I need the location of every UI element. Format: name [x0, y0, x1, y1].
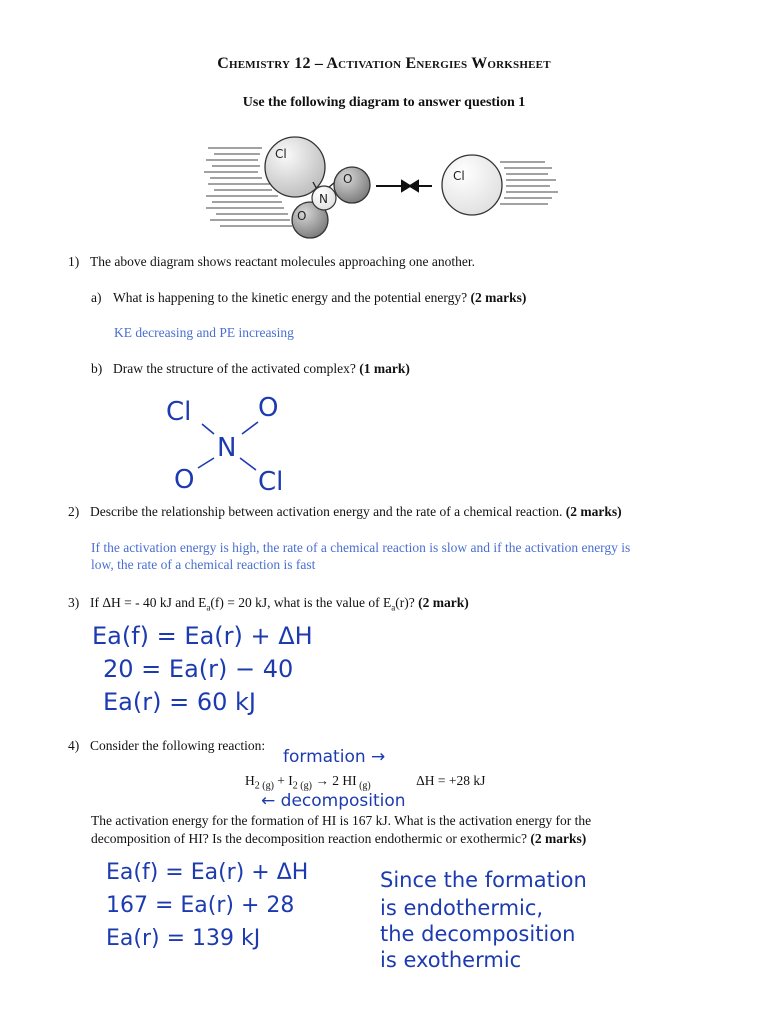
answer-2-line-2: low, the rate of a chemical reaction is fast [91, 557, 316, 572]
n-label: N [319, 192, 328, 206]
eq-h: H [245, 773, 255, 788]
marks-label: (2 marks) [470, 290, 527, 305]
question-4-para-line-2 [91, 830, 586, 848]
question-2 [68, 503, 622, 521]
q4-conclusion-line-4: is exothermic [380, 948, 522, 972]
subscript-a: a [391, 602, 396, 613]
answer-1a: KE decreasing and PE increasing [114, 325, 294, 340]
marks-label: (2 marks) [530, 831, 587, 846]
question-1 [68, 253, 475, 271]
question-text-prefix: If ΔH = - 40 kJ and E [90, 595, 207, 610]
part-text: Draw the structure of the activated complex? [113, 361, 356, 376]
question-text: Describe the relationship between activation energy and the rate of a chemical reaction. [90, 504, 563, 519]
eq-delta-h: ΔH = +28 kJ [416, 773, 486, 788]
q3-work-line-1: Ea(f) = Ea(r) + ΔH [92, 622, 313, 650]
question-1a [91, 289, 526, 307]
question-number: 3) [68, 595, 80, 610]
worksheet-title: Chemistry 12 – Activation Energies Worksheet [217, 55, 551, 72]
marks-label: (2 marks) [565, 504, 622, 519]
sketch-o-top: O [258, 393, 279, 423]
question-text-mid: (f) = 20 kJ, what is the value of E [210, 595, 392, 610]
molecule-collision-diagram [200, 130, 570, 245]
eq-hi-sub: (g) [356, 780, 371, 792]
question-3 [68, 594, 469, 617]
cl-atom-right [442, 155, 502, 215]
approach-arrows [376, 181, 432, 191]
o-bottom-label: O [297, 209, 307, 223]
q4-conclusion-line-2: is endothermic, [380, 896, 544, 920]
activated-complex-sketch [160, 388, 300, 498]
motion-lines-right [500, 162, 558, 204]
subscript-a: a [206, 602, 211, 613]
marks-label: (1 mark) [359, 361, 410, 376]
decomposition-label: ← decomposition [261, 791, 406, 811]
eq-arrow: → 2 HI [311, 773, 357, 788]
question-text: Consider the following reaction: [90, 738, 266, 753]
question-number: 2) [68, 504, 80, 519]
diagram-instruction: Use the following diagram to answer question 1 [242, 95, 526, 110]
sketch-cl-bottom: Cl [258, 467, 284, 497]
part-letter: b) [91, 361, 103, 376]
question-number: 4) [68, 738, 80, 753]
q4-work-line-1: Ea(f) = Ea(r) + ΔH [106, 860, 309, 885]
q3-work-line-3: Ea(r) = 60 kJ [103, 688, 256, 716]
eq-h-sub: 2 (g) [254, 780, 274, 792]
q4-work-line-2: 167 = Ea(r) + 28 [106, 893, 295, 918]
part-text: What is happening to the kinetic energy and the potential energy? [113, 290, 468, 305]
q3-work-line-2: 20 = Ea(r) − 40 [103, 655, 294, 683]
question-1b [91, 360, 410, 378]
q4-conclusion-line-1: Since the formation [380, 868, 587, 892]
cl-right-label: Cl [453, 169, 465, 183]
eq-plus: + I [273, 773, 293, 788]
sketch-n: N [217, 433, 237, 463]
marks-label: (2 mark) [418, 595, 469, 610]
question-text: decomposition of HI? Is the decomposition reaction endothermic or exothermic? [91, 831, 527, 846]
question-4-para-line-1: The activation energy for the formation of HI is 167 kJ. What is the activation energy for the [91, 813, 592, 828]
formation-label: formation → [283, 747, 386, 767]
question-text: The above diagram shows reactant molecules approaching one another. [90, 254, 475, 269]
sketch-o-bottom: O [174, 465, 195, 495]
question-number: 1) [68, 254, 80, 269]
o-top-label: O [343, 172, 353, 186]
q4-conclusion-line-3: the decomposition [380, 922, 576, 946]
sketch-cl-top: Cl [166, 397, 192, 427]
question-text-suffix: (r)? [395, 595, 415, 610]
question-4 [68, 737, 265, 755]
eq-i-sub: 2 (g) [292, 780, 312, 792]
q4-work-line-3: Ea(r) = 139 kJ [106, 926, 261, 951]
part-letter: a) [91, 290, 102, 305]
answer-2-line-1: If the activation energy is high, the rate of a chemical reaction is slow and if the activation energy is [91, 540, 631, 555]
cl-left-label: Cl [275, 147, 287, 161]
